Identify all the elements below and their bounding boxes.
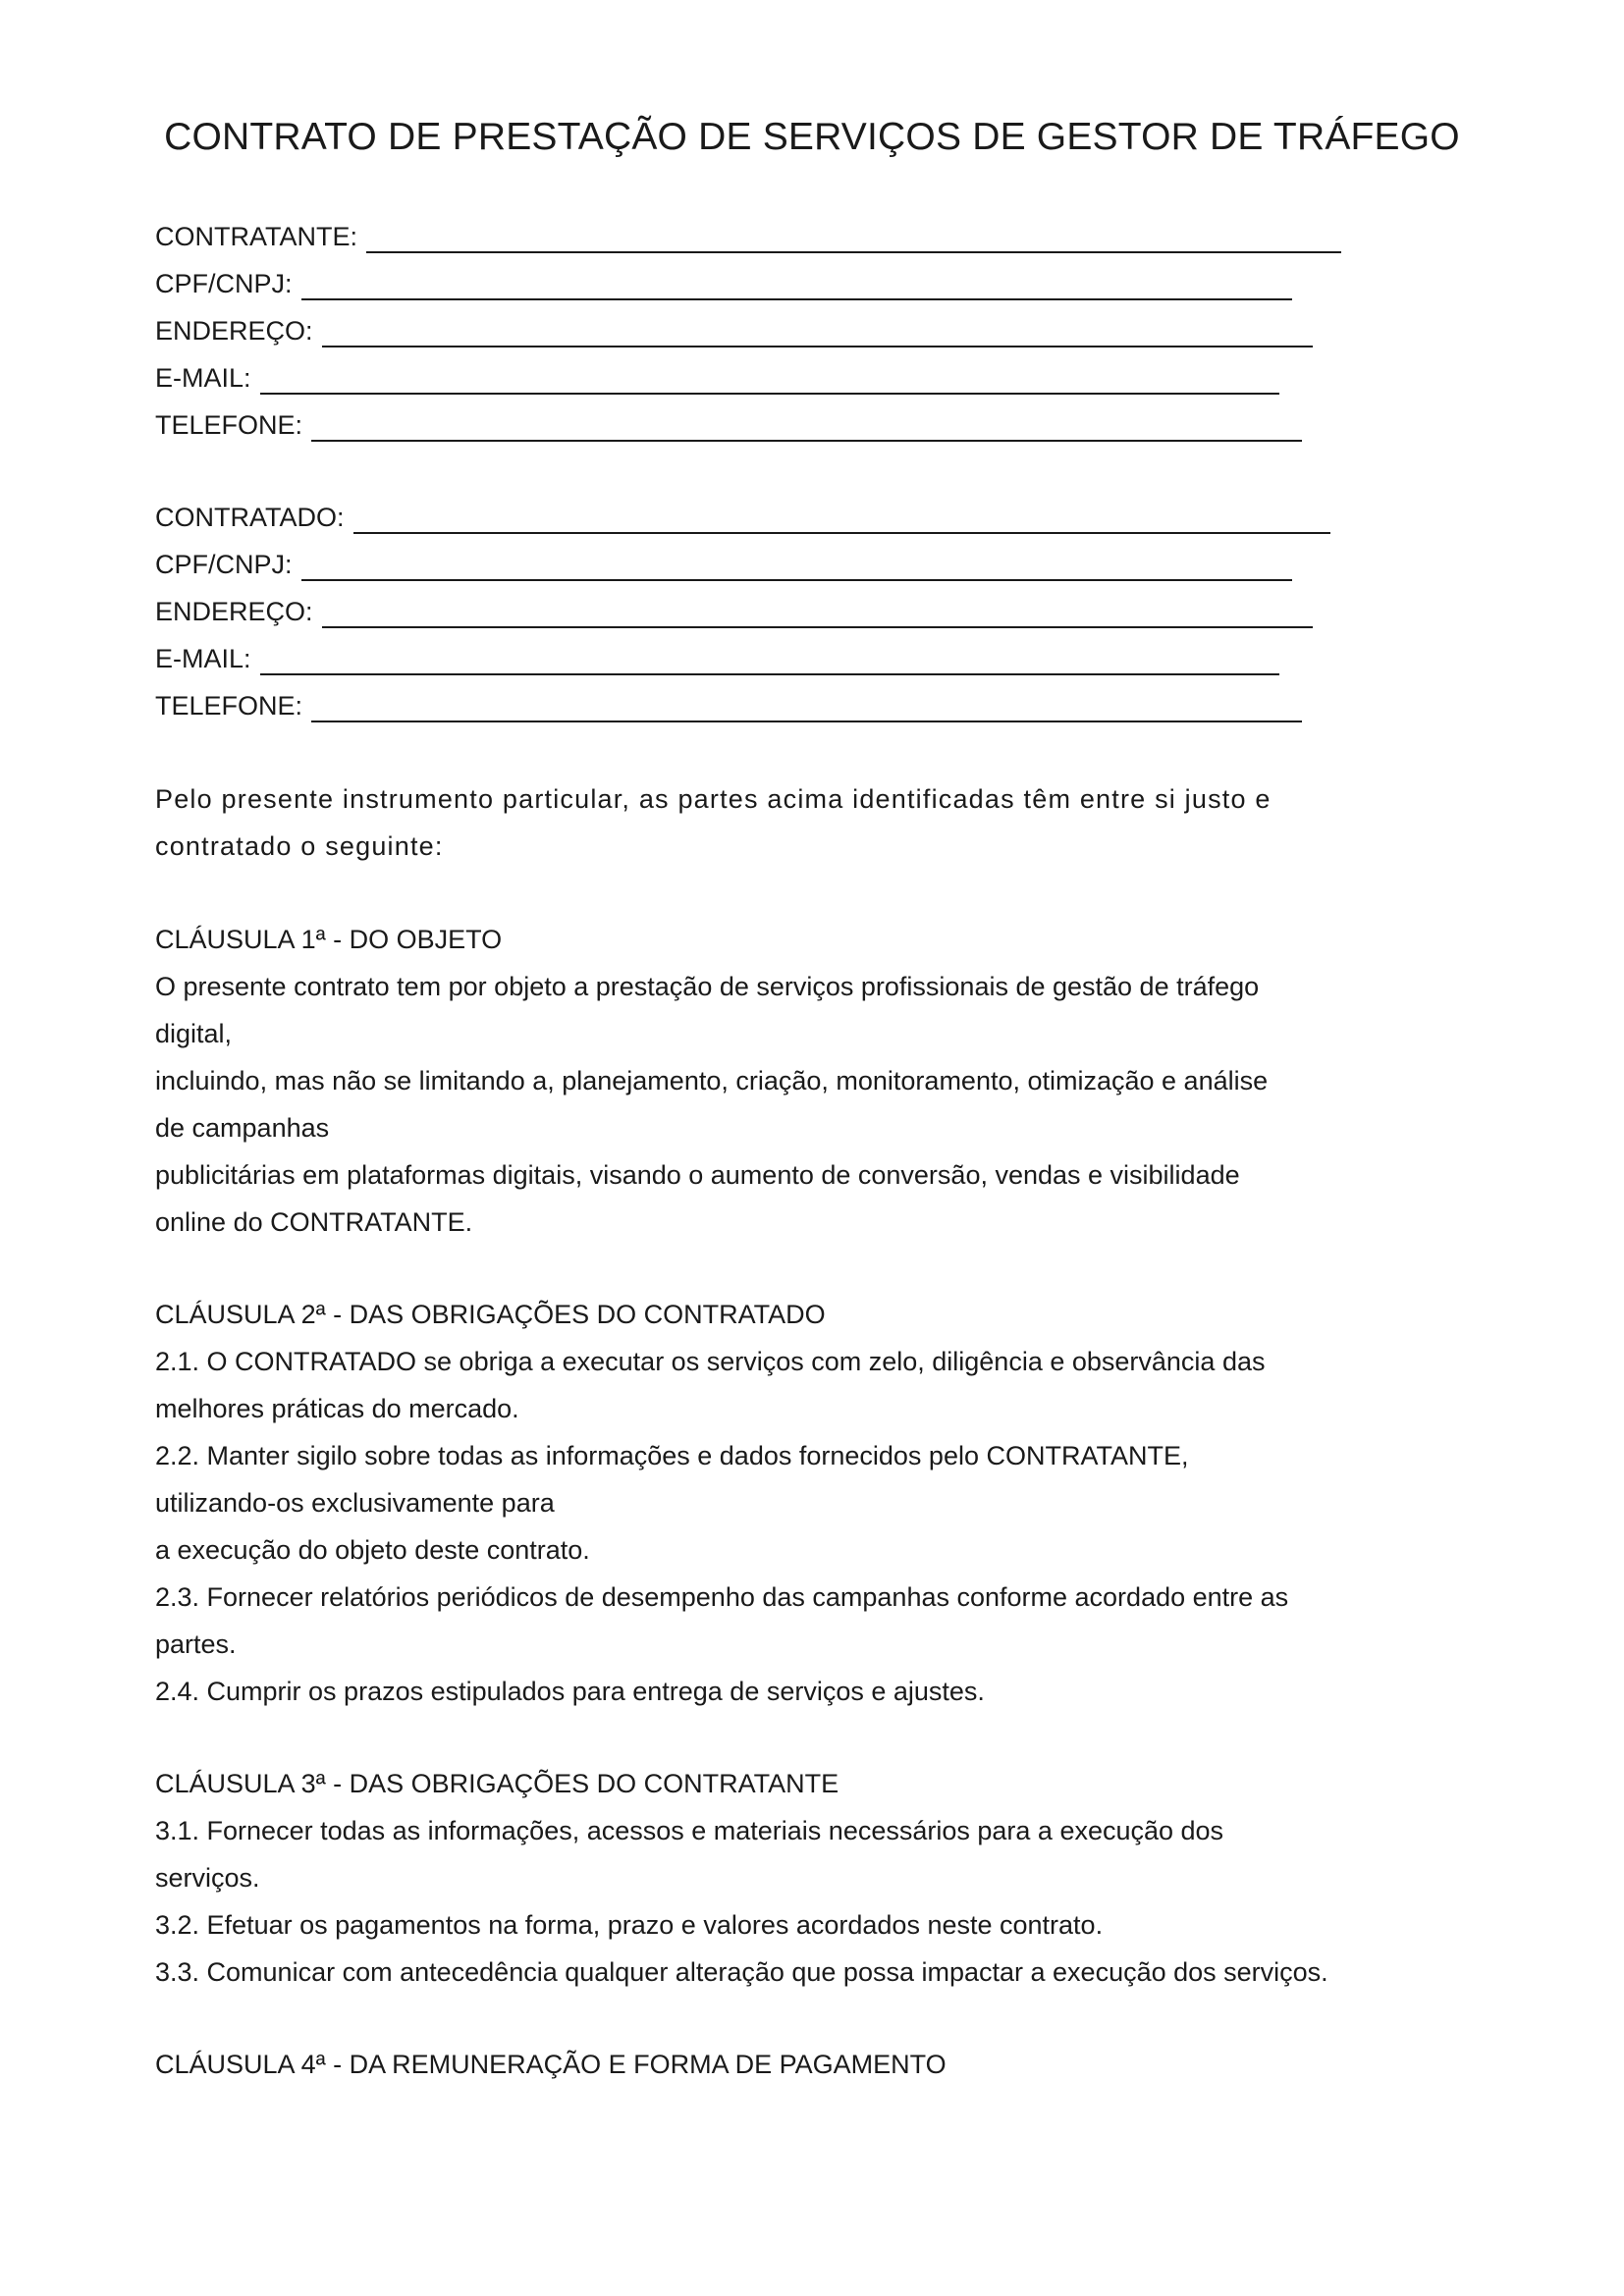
clause-3-heading: CLÁUSULA 3ª - DAS OBRIGAÇÕES DO CONTRATANTE (155, 1769, 839, 1798)
intro-line: contratado o seguinte: (155, 831, 444, 861)
clause-1-line: publicitárias em plataformas digitais, visando o aumento de conversão, vendas e visibilidade (155, 1160, 1240, 1190)
clause-1-line: O presente contrato tem por objeto a prestação de serviços profissionais de gestão de tráfego (155, 972, 1260, 1001)
clause-2-line: a execução do objeto deste contrato. (155, 1535, 590, 1565)
contratado-phone-field[interactable] (155, 689, 1302, 722)
field-label: E-MAIL: (155, 363, 251, 393)
field-blank-line[interactable] (322, 605, 1313, 628)
field-blank-line[interactable] (260, 652, 1279, 675)
field-label: CONTRATANTE: (155, 222, 357, 251)
clause-1-heading: CLÁUSULA 1ª - DO OBJETO (155, 925, 503, 954)
clause-2-line: 2.4. Cumprir os prazos estipulados para entrega de serviços e ajustes. (155, 1677, 985, 1706)
field-blank-line[interactable] (301, 558, 1292, 581)
clause-1-line: de campanhas (155, 1113, 330, 1143)
document-title: CONTRATO DE PRESTAÇÃO DE SERVIÇOS DE GESTOR DE TRÁFEGO (164, 116, 1460, 158)
field-blank-line[interactable] (311, 418, 1302, 442)
clause-2-line: utilizando-os exclusivamente para (155, 1488, 555, 1518)
clause-3-line: serviços. (155, 1863, 260, 1893)
field-blank-line[interactable] (353, 510, 1330, 534)
field-label: CPF/CNPJ: (155, 269, 293, 298)
field-label: TELEFONE: (155, 410, 303, 440)
field-blank-line[interactable] (366, 230, 1341, 253)
clause-2-line: partes. (155, 1629, 237, 1659)
contratante-email-field[interactable] (155, 361, 1279, 395)
clause-2-heading: CLÁUSULA 2ª - DAS OBRIGAÇÕES DO CONTRATADO (155, 1300, 826, 1329)
clause-3-line: 3.2. Efetuar os pagamentos na forma, prazo e valores acordados neste contrato. (155, 1910, 1104, 1940)
field-blank-line[interactable] (260, 371, 1279, 395)
contratante-cpf-field[interactable] (155, 267, 1292, 300)
field-blank-line[interactable] (322, 324, 1313, 347)
field-label: CONTRATADO: (155, 503, 345, 532)
clause-3-line: 3.3. Comunicar com antecedência qualquer alteração que possa impactar a execução dos serviços. (155, 1957, 1328, 1987)
clause-1-line: digital, (155, 1019, 233, 1048)
contratado-cpf-field[interactable] (155, 548, 1292, 581)
field-label: CPF/CNPJ: (155, 550, 293, 579)
contratante-address-field[interactable] (155, 314, 1313, 347)
contratado-name-field[interactable] (155, 501, 1330, 534)
clause-2-line: 2.3. Fornecer relatórios periódicos de desempenho das campanhas conforme acordado entre as (155, 1582, 1289, 1612)
contratado-address-field[interactable] (155, 595, 1313, 628)
clause-2-line: melhores práticas do mercado. (155, 1394, 519, 1423)
contratante-name-field[interactable] (155, 220, 1341, 253)
contratante-phone-field[interactable] (155, 408, 1302, 442)
intro-line: Pelo presente instrumento particular, as partes acima identificadas têm entre si justo e (155, 784, 1272, 814)
clause-1-line: incluindo, mas não se limitando a, planejamento, criação, monitoramento, otimização e análise (155, 1066, 1269, 1095)
field-blank-line[interactable] (311, 699, 1302, 722)
field-label: ENDEREÇO: (155, 597, 313, 626)
clause-2-line: 2.2. Manter sigilo sobre todas as informações e dados fornecidos pelo CONTRATANTE, (155, 1441, 1189, 1470)
field-label: TELEFONE: (155, 691, 303, 721)
field-label: ENDEREÇO: (155, 316, 313, 346)
field-label: E-MAIL: (155, 644, 251, 673)
clause-2-line: 2.1. O CONTRATADO se obriga a executar os serviços com zelo, diligência e observância das (155, 1347, 1266, 1376)
clause-1-line: online do CONTRATANTE. (155, 1207, 473, 1237)
field-blank-line[interactable] (301, 277, 1292, 300)
clause-4-heading: CLÁUSULA 4ª - DA REMUNERAÇÃO E FORMA DE PAGAMENTO (155, 2050, 947, 2079)
clause-3-line: 3.1. Fornecer todas as informações, acessos e materiais necessários para a execução dos (155, 1816, 1224, 1845)
contratado-email-field[interactable] (155, 642, 1279, 675)
